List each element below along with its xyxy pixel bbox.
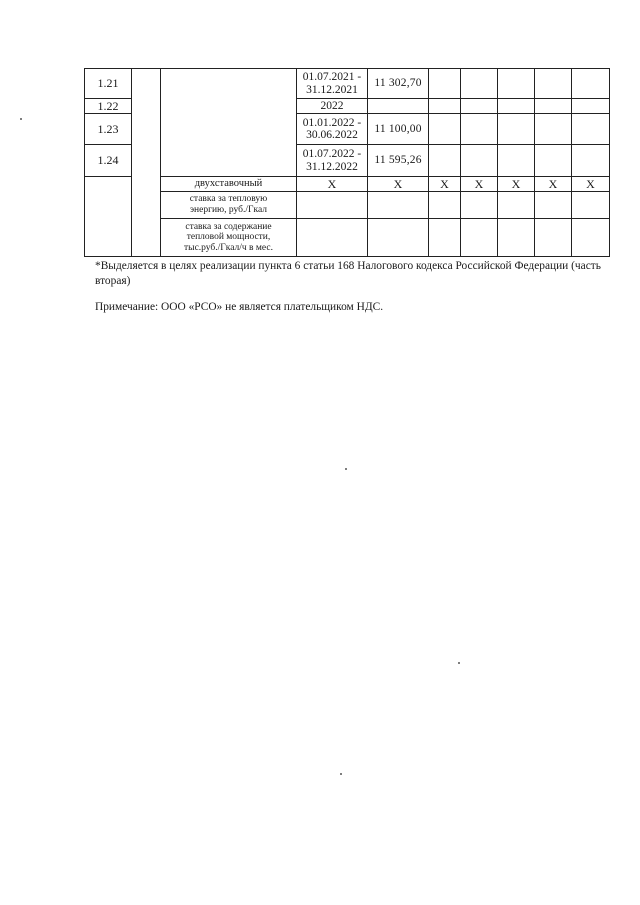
tariff-value: 11 302,70 bbox=[374, 77, 422, 90]
row-number: 1.24 bbox=[97, 153, 119, 168]
tariff-value: 11 595,26 bbox=[374, 154, 422, 167]
row-number: 1.22 bbox=[97, 98, 119, 113]
x-mark: X bbox=[327, 176, 337, 191]
period-cell: 01.07.2021 - 31.12.2021 bbox=[302, 71, 362, 96]
tariff-value bbox=[368, 99, 428, 113]
two-part-label: двухставочный bbox=[194, 178, 263, 190]
scan-speck bbox=[20, 118, 22, 120]
period-cell: 01.01.2022 - 30.06.2022 bbox=[302, 116, 362, 141]
x-mark: X bbox=[474, 176, 484, 191]
x-mark: X bbox=[586, 176, 595, 191]
period-cell: 2022 bbox=[320, 99, 344, 112]
footnote: *Выделяется в целях реализации пункта 6 статьи 168 Налогового кодекса Российской Федерации (часть вторая) bbox=[95, 260, 601, 288]
rate-capacity-label: ставка за содержание тепловой мощности, тыс.руб./Гкал/ч в мес. bbox=[184, 221, 273, 253]
scan-speck bbox=[458, 662, 460, 664]
x-mark: X bbox=[511, 176, 521, 191]
rate-energy-label: ставка за тепловую энергию, руб./Гкал bbox=[189, 194, 268, 215]
scan-speck bbox=[345, 468, 347, 470]
row-number: 1.23 bbox=[97, 121, 119, 136]
tariff-value: 11 100,00 bbox=[374, 122, 422, 135]
x-mark: X bbox=[548, 176, 558, 191]
vat-note: Примечание: ООО «РСО» не является плательщиком НДС. bbox=[95, 301, 384, 313]
scan-speck bbox=[340, 773, 342, 775]
x-mark: X bbox=[440, 176, 449, 191]
x-mark: X bbox=[393, 176, 403, 191]
period-cell: 01.07.2022 - 31.12.2022 bbox=[302, 148, 362, 173]
row-number: 1.21 bbox=[97, 76, 119, 91]
